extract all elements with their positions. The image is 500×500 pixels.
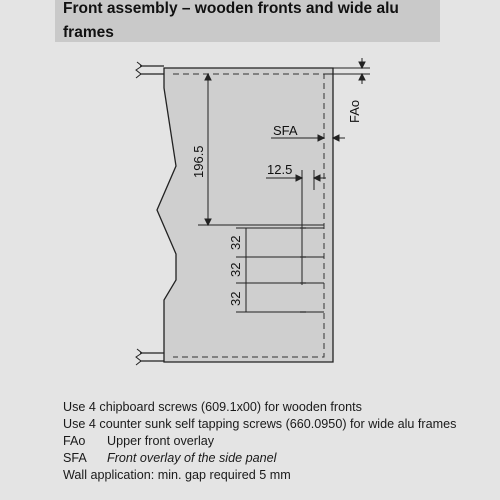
note-chipboard-screws: Use 4 chipboard screws (609.1x00) for wooden fronts	[63, 400, 362, 414]
spacing-label-3: 32	[228, 291, 243, 306]
sfa-label: SFA	[273, 123, 298, 138]
assembly-diagram	[0, 50, 500, 395]
header-bar	[55, 0, 440, 42]
legend-key: SFA	[63, 451, 87, 465]
note-self-tapping-screws: Use 4 counter sunk self tapping screws (660.0950) for wide alu frames	[63, 417, 457, 431]
spacing-label-2: 32	[228, 262, 243, 277]
legend-fao	[63, 433, 493, 450]
page-title: Front assembly – wooden fronts and wide alu frames	[63, 0, 399, 41]
fao-label: FAo	[347, 99, 362, 123]
height-label: 196.5	[191, 145, 206, 178]
legend-key: FAo	[63, 434, 86, 448]
legend-value: Front overlay of the side panel	[107, 451, 277, 465]
assembly-notes	[63, 399, 493, 484]
side-panel-top	[136, 62, 164, 78]
front-panel	[157, 68, 333, 362]
side-panel-bottom	[136, 349, 164, 365]
spacing-label-1: 32	[228, 235, 243, 250]
legend-value: Upper front overlay	[107, 434, 215, 448]
note-wall-application: Wall application: min. gap required 5 mm	[63, 468, 291, 482]
offset-label: 12.5	[267, 162, 293, 177]
legend-sfa	[63, 450, 493, 467]
